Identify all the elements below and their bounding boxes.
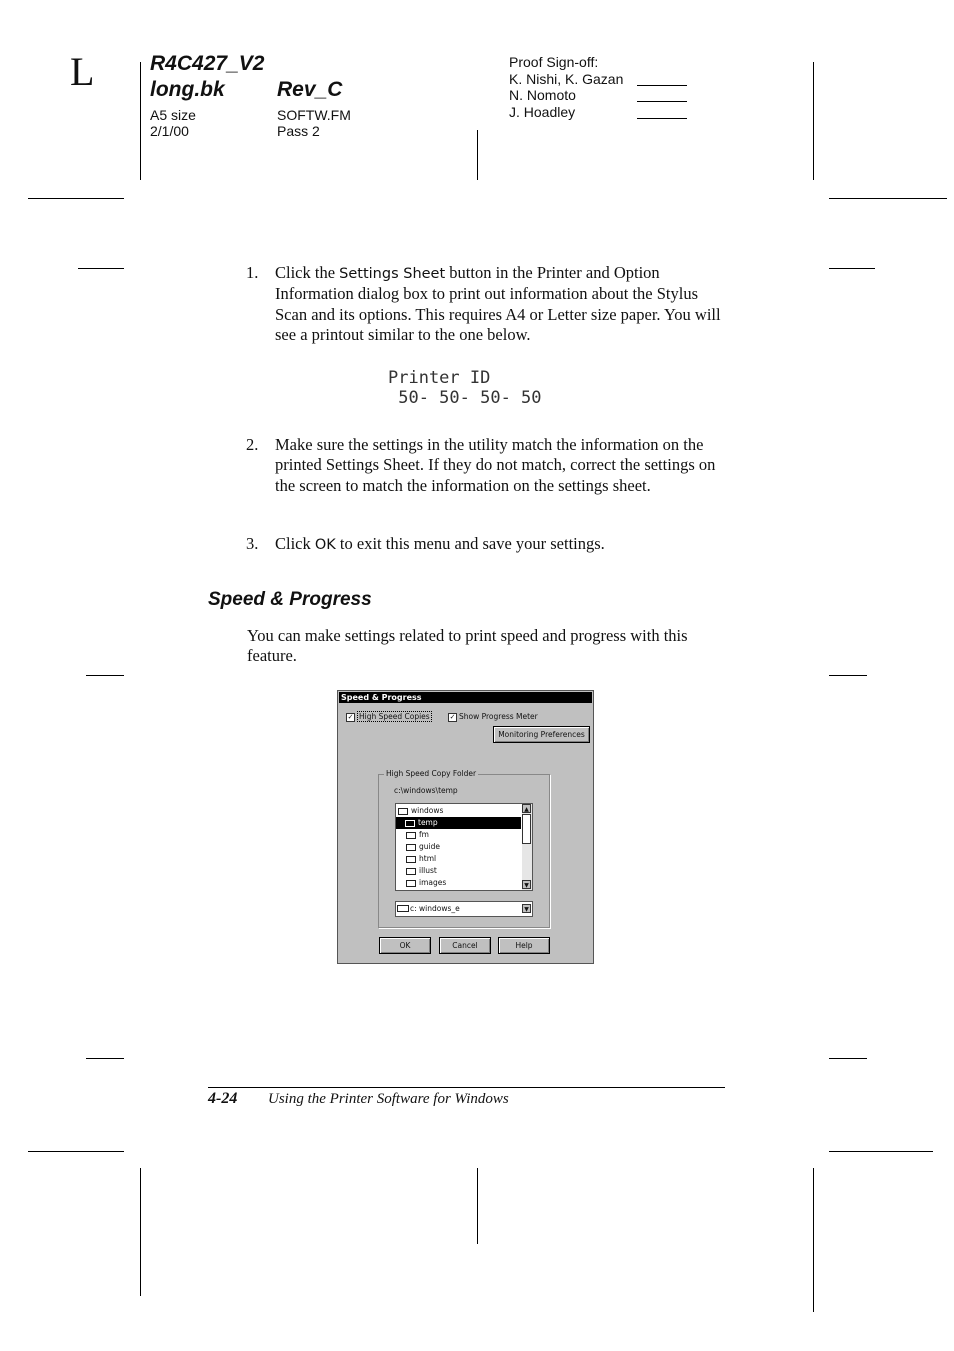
crop-mark — [140, 62, 141, 180]
signer-name: K. Nishi, K. Gazan — [509, 71, 624, 87]
crop-mark — [829, 1058, 867, 1059]
printout-line: 50- 50- 50- 50 — [388, 388, 542, 408]
monitoring-preferences-button[interactable]: Monitoring Preferences — [493, 726, 590, 743]
signoff-line — [637, 101, 687, 102]
list-item[interactable]: illust — [406, 865, 528, 877]
crop-mark — [28, 198, 124, 199]
printout-line: Printer ID — [388, 368, 491, 388]
list-item[interactable]: windows — [398, 805, 520, 817]
drive-dropdown[interactable] — [395, 901, 533, 917]
footer-title: Using the Printer Software for Windows — [268, 1091, 509, 1107]
group-label: High Speed Copy Folder — [386, 769, 477, 778]
step-text: Make sure the settings in the utility match the information on the printed Settings Sheet. If they do not match, correct the settings on the screen to match the information on the settings sheet. — [275, 435, 716, 495]
header-pass: Pass 2 — [277, 123, 320, 139]
crop-mark — [829, 1151, 933, 1152]
step-text: Click OK to exit this menu and save your settings. — [275, 534, 605, 553]
drive-icon — [397, 905, 409, 912]
folder-path: c:\windows\temp — [394, 786, 458, 795]
scroll-thumb[interactable] — [522, 814, 531, 844]
ok-label: OK — [314, 537, 336, 553]
crop-mark — [78, 268, 124, 269]
crop-mark — [813, 62, 814, 180]
crop-mark — [86, 675, 124, 676]
help-button[interactable]: Help — [498, 937, 550, 954]
header-book: long.bk — [150, 78, 225, 101]
settings-sheet-label: Settings Sheet — [339, 266, 446, 282]
signoff-line — [637, 118, 687, 119]
crop-mark — [28, 1151, 124, 1152]
folder-icon — [406, 844, 416, 851]
crop-mark — [86, 1058, 124, 1059]
open-folder-icon — [405, 820, 415, 827]
list-item[interactable]: temp — [396, 817, 521, 829]
chevron-down-icon[interactable]: ▼ — [522, 904, 531, 913]
header-file: SOFTW.FM — [277, 107, 351, 123]
section-heading: Speed & Progress — [208, 589, 372, 610]
header-date: 2/1/00 — [150, 123, 189, 139]
crop-mark — [813, 1168, 814, 1312]
show-progress-meter-label: Show Progress Meter — [459, 712, 538, 721]
list-item[interactable]: guide — [406, 841, 528, 853]
folder-icon — [406, 856, 416, 863]
header-letter: L — [70, 49, 95, 94]
crop-mark — [829, 268, 875, 269]
open-folder-icon — [398, 808, 408, 815]
scroll-up-icon[interactable]: ▲ — [522, 804, 531, 813]
section-text: You can make settings related to print speed and progress with this feature. — [247, 626, 688, 666]
step-number: 2. — [246, 435, 259, 454]
ok-button[interactable]: OK — [379, 937, 431, 954]
crop-mark — [477, 1168, 478, 1244]
crop-mark — [140, 1168, 141, 1296]
crop-mark — [477, 130, 478, 180]
high-speed-copies-checkbox[interactable]: ✓ — [347, 713, 354, 721]
folder-icon — [406, 868, 416, 875]
crop-mark — [829, 675, 867, 676]
signoff-line — [637, 85, 687, 86]
signer-name: J. Hoadley — [509, 104, 576, 120]
cancel-button[interactable]: Cancel — [439, 937, 491, 954]
signer-name: N. Nomoto — [509, 87, 576, 103]
high-speed-copies-label: High Speed Copies — [359, 712, 430, 721]
page-number: 4-24 — [208, 1090, 238, 1107]
crop-mark — [829, 198, 947, 199]
drive-value: c: windows_e — [410, 904, 460, 913]
header-size: A5 size — [150, 107, 196, 123]
speed-progress-dialog — [337, 690, 594, 964]
step-number: 3. — [246, 534, 259, 553]
list-item[interactable]: fm — [406, 829, 528, 841]
header-revision: Rev_C — [277, 78, 343, 101]
proof-label: Proof Sign-off: — [509, 54, 599, 70]
folder-listbox[interactable] — [395, 803, 533, 891]
step-number: 1. — [246, 263, 259, 282]
list-item[interactable]: images — [406, 877, 528, 889]
dialog-title: Speed & Progress — [339, 692, 592, 703]
folder-icon — [406, 832, 416, 839]
folder-icon — [406, 880, 416, 887]
step-text: Click the Settings Sheet button in the Printer and Option Information dialog box to print out information about the Stylus Scan and its options. This requires A4 or Letter size paper. You will see a printout similar to the one below. — [275, 263, 721, 345]
list-item[interactable]: html — [406, 853, 528, 865]
scroll-down-icon[interactable]: ▼ — [522, 880, 531, 889]
header-title: R4C427_V2 — [150, 52, 265, 75]
footer-rule — [208, 1087, 725, 1088]
show-progress-meter-checkbox[interactable]: ✓ — [449, 713, 456, 721]
